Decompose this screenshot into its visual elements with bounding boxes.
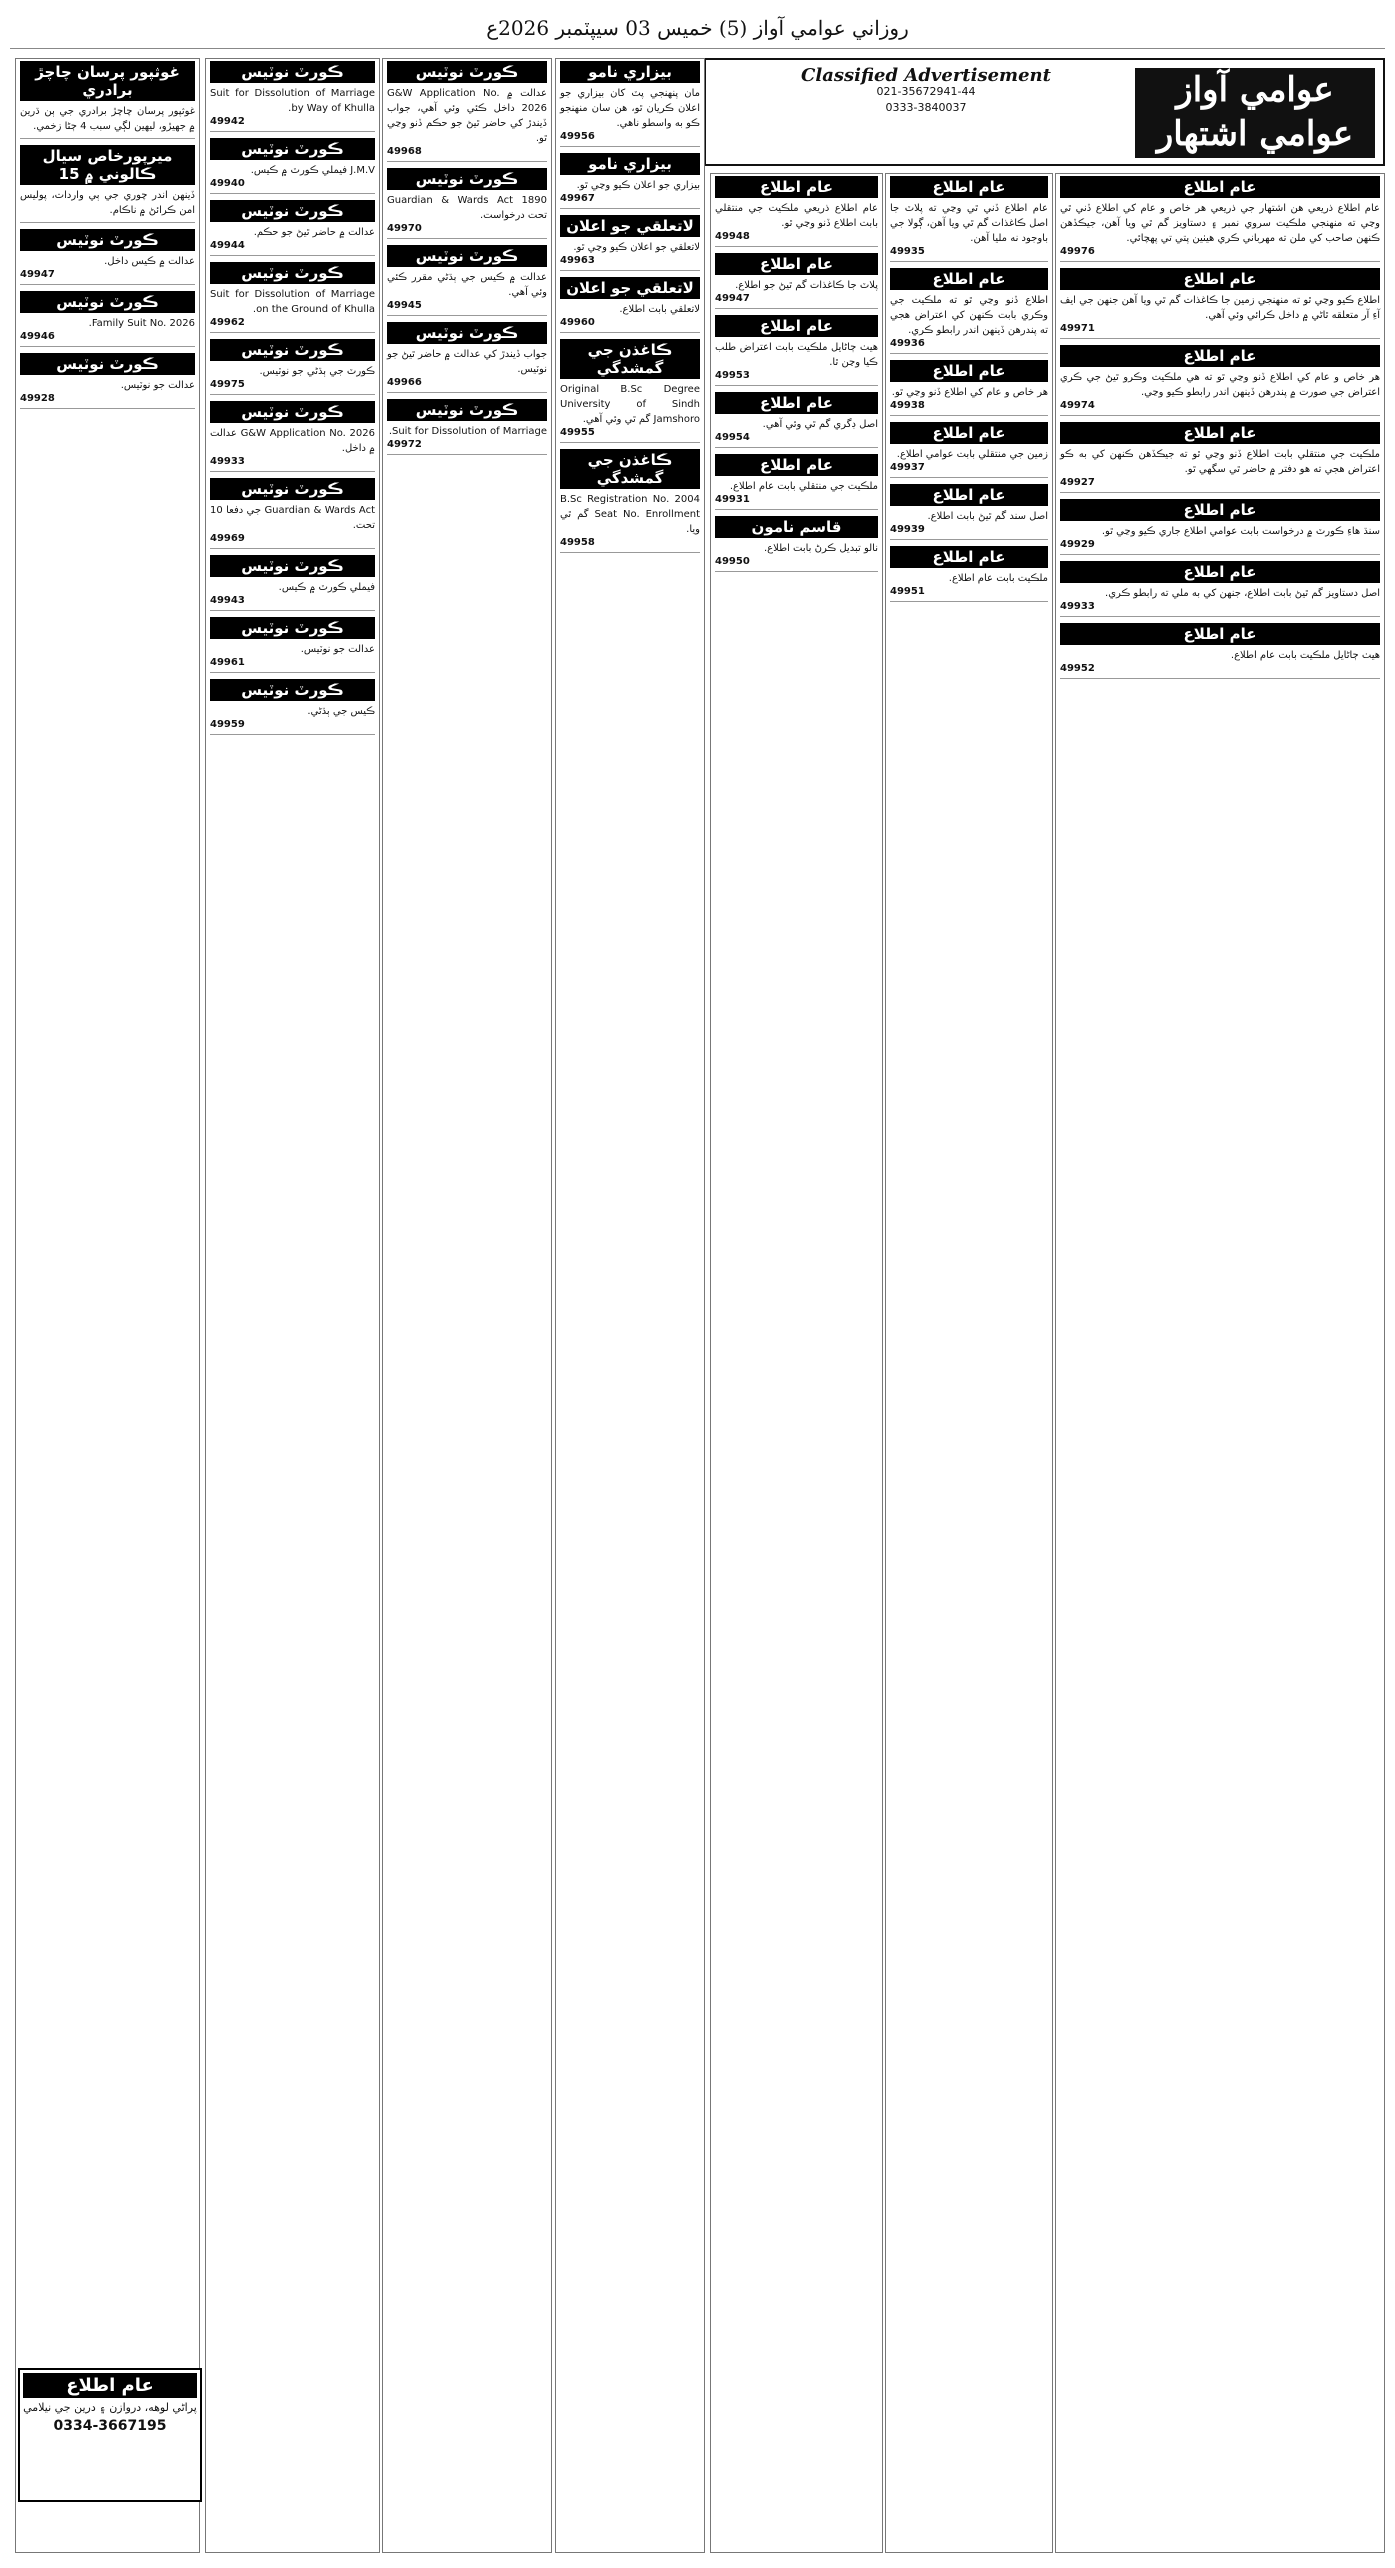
notice (560, 277, 700, 333)
notice-number: 49966 (387, 377, 422, 388)
footer-phone: 0334-3667195 (53, 2418, 167, 2434)
notice-heading: عام اطلاع (1060, 623, 1380, 645)
notice-number: 49954 (715, 432, 750, 443)
notice-body: نالو تبديل ڪرڻ بابت اطلاع. (764, 543, 878, 554)
notice (1060, 176, 1380, 262)
footer-title: عام اطلاع (23, 2373, 197, 2398)
notice-number: 49969 (210, 533, 245, 544)
notice-number: 49950 (715, 556, 750, 567)
notice-body: هيٺ ڄاڻايل ملڪيت بابت عام اطلاع. (1230, 650, 1380, 661)
notice-heading: ڪورٽ نوٽيس (210, 262, 375, 284)
notice-number: 49936 (890, 338, 925, 349)
footer-ad (18, 2368, 202, 2502)
notice (210, 555, 375, 611)
notice-heading: عام اطلاع (715, 315, 878, 337)
notice-heading: عام اطلاع (1060, 345, 1380, 367)
column-4 (382, 58, 552, 2553)
notice-heading: ڪورٽ نوٽيس (387, 322, 547, 344)
notice-heading: ڪورٽ نوٽيس (210, 61, 375, 83)
notice-body: عدالت ۾ ڪيس جي ٻڌڻي مقرر ڪئي وئي آهي. (387, 272, 547, 298)
notice-number: 49947 (715, 293, 750, 304)
notice-number: 49928 (20, 393, 55, 404)
notice (715, 454, 878, 510)
notice-body: Family Suit No. 2026. (88, 318, 195, 329)
notice (210, 617, 375, 673)
column-2 (710, 173, 883, 2553)
notice-number: 49938 (890, 400, 925, 411)
notice-heading: ڪورٽ نوٽيس (20, 229, 195, 251)
notice-heading: عام اطلاع (1060, 268, 1380, 290)
notice (210, 262, 375, 333)
notice-heading: ڪورٽ نوٽيس (20, 291, 195, 313)
notice (890, 360, 1048, 416)
notice-body: مان پنهنجي پٽ کان بيزاري جو اعلان ڪريان ٿو، هن سان منهنجو ڪو به واسطو ناهي. (560, 88, 700, 129)
notice-number: 49971 (1060, 323, 1095, 334)
notice-number: 49944 (210, 240, 245, 251)
notice-body: عدالت جو نوٽيس. (120, 380, 195, 391)
notice (1060, 623, 1380, 679)
notice-body: ملڪيت جي منتقلي بابت اطلاع ڏنو وڃي ٿو ته جيڪڏهن ڪنهن کي به ڪو اعتراض هجي ته هو دفتر ۾ حاضر ٿي سگهي ٿو. (1060, 449, 1380, 475)
notice-number: 49933 (1060, 601, 1095, 612)
notice-heading: عام اطلاع (715, 253, 878, 275)
notice-body: اصل ڊگري گم ٿي وئي آهي. (762, 419, 878, 430)
notice-number: 49953 (715, 370, 750, 381)
notice-heading: عام اطلاع (890, 360, 1048, 382)
notice-heading: لاتعلقي جو اعلان (560, 215, 700, 237)
notice-heading: عام اطلاع (890, 176, 1048, 198)
notice-body: Suit for Dissolution of Marriage by Way of Khulla. (210, 88, 375, 114)
notice-body: جواب ڏيندڙ کي عدالت ۾ حاضر ٿيڻ جو نوٽيس. (387, 349, 547, 375)
notice-heading: ڪورٽ نوٽيس (387, 61, 547, 83)
notice (715, 176, 878, 247)
notice (560, 61, 700, 147)
notice (1060, 499, 1380, 555)
column-1 (885, 173, 1053, 2553)
notice-number: 49962 (210, 317, 245, 328)
notice (890, 546, 1048, 602)
notice-body: عدالت ۾ G&W Application No. 2026 داخل ڪئي وئي آهي، جواب ڏيندڙ کي حاضر ٿيڻ جو حڪم ڏنو وڃي ٿو. (387, 88, 547, 144)
notice-body: زمين جي منتقلي بابت عوامي اطلاع. (896, 449, 1048, 460)
notice-number: 49960 (560, 317, 595, 328)
notice-heading: لاتعلقي جو اعلان (560, 277, 700, 299)
notice (1060, 345, 1380, 416)
logo-info (716, 65, 1136, 116)
notice (20, 353, 195, 409)
notice (20, 291, 195, 347)
footer-line: پراڻي لوهه، دروازن ۽ درين جي نيلامي (23, 2401, 197, 2414)
notice-body: هيٺ ڄاڻايل ملڪيت بابت اعتراض طلب ڪيا وڃن ٿا. (715, 342, 878, 368)
notice-body: عام اطلاع ذريعي هن اشتهار جي ذريعي هر خاص و عام کي اطلاع ڏني ٿي وڃي ته منهنجي ملڪيت سروي نمبر ۽ دستاويز گم ٿي ويا آهن، جيڪڏهن ڪنهن صاحب کي ملن ته مهرباني ڪري هيٺين پتي تي پهچائي. (1060, 203, 1380, 244)
newspaper-page (10, 8, 1385, 2553)
notice-number: 49974 (1060, 400, 1095, 411)
logo-subtitle-text: عوامي اشتهار (1156, 114, 1354, 154)
notice (560, 153, 700, 209)
notice (387, 168, 547, 239)
notice (387, 61, 547, 162)
phone-1: 021-35672941-44 (876, 85, 976, 98)
notice-heading: ڪورٽ نوٽيس (387, 245, 547, 267)
notice-number: 49937 (890, 462, 925, 473)
notice (715, 315, 878, 386)
notice (387, 245, 547, 316)
notice-heading: غوثپور پرسان چاچڙ برادري (20, 61, 195, 101)
notice-body: Suit for Dissolution of Marriage on the Ground of Khulla. (210, 289, 375, 315)
notice-number: 49945 (387, 300, 422, 311)
notice-heading: عام اطلاع (715, 454, 878, 476)
logo-box (704, 58, 1385, 166)
notice-heading: قاسم نامون (715, 516, 878, 538)
notice-number: 49943 (210, 595, 245, 606)
notice-body: اطلاع ڪيو وڃي ٿو ته منهنجي زمين جا ڪاغذات گم ٿي ويا آهن جنهن جي ايف آءِ آر متعلقه ٿاڻي ۾ داخل ڪرائي وئي آهي. (1060, 295, 1380, 321)
phone-2: 0333-3840037 (885, 101, 967, 114)
classified-tagline: Classified Advertisement (801, 65, 1051, 86)
notice-body: اصل سند گم ٿيڻ بابت اطلاع. (927, 511, 1048, 522)
column-5 (205, 58, 380, 2553)
notice (715, 516, 878, 572)
masthead: روزاني عوامي آواز (5) خميس 03 سيپٽمبر 2026ع (10, 8, 1385, 49)
notice-number: 49948 (715, 231, 750, 242)
notice-heading: ڪورٽ نوٽيس (210, 478, 375, 500)
notice-body: عام اطلاع ذريعي ملڪيت جي منتقلي بابت اطلاع ڏنو وڃي ٿو. (715, 203, 878, 229)
notice (715, 253, 878, 309)
notice-heading: عام اطلاع (890, 268, 1048, 290)
notice-body: J.M.V فيملي ڪورٽ ۾ ڪيس. (250, 165, 375, 176)
notice-heading: عام اطلاع (1060, 176, 1380, 198)
notice-body: عام اطلاع ڏني ٿي وڃي ته پلاٽ جا اصل ڪاغذات گم ٿي ويا آهن، ڳولا جي باوجود نه مليا آهن. (890, 203, 1048, 244)
notice (210, 679, 375, 735)
notice-body: لاتعلقي بابت اطلاع. (619, 304, 700, 315)
notice (210, 401, 375, 472)
notice-heading: عام اطلاع (715, 176, 878, 198)
notice-heading: عام اطلاع (1060, 499, 1380, 521)
notice (387, 322, 547, 393)
notice-heading: ڪورٽ نوٽيس (210, 138, 375, 160)
notice-body: سنڌ هاءِ ڪورٽ ۾ درخواست بابت عوامي اطلاع جاري ڪيو وڃي ٿو. (1101, 526, 1380, 537)
notice-number: 49940 (210, 178, 245, 189)
notice-heading: ڪورٽ نوٽيس (210, 200, 375, 222)
notice (20, 145, 195, 223)
notice-number: 49927 (1060, 477, 1095, 488)
notice-number: 49955 (560, 427, 595, 438)
notice (560, 339, 700, 443)
notice-body: ملڪيت جي منتقلي بابت عام اطلاع. (729, 481, 878, 492)
notice-body: B.Sc Registration No. 2004 Seat No. Enrollment گم ٿي ويا. (560, 494, 700, 535)
notice-heading: ڪورٽ نوٽيس (210, 617, 375, 639)
notice-heading: عام اطلاع (890, 422, 1048, 444)
notice (210, 61, 375, 132)
notice-number: 49929 (1060, 539, 1095, 550)
notice-heading: ڪاغذن جي گمشدگي (560, 449, 700, 489)
notice (210, 339, 375, 395)
notice-heading: عام اطلاع (1060, 422, 1380, 444)
notice-heading: عام اطلاع (890, 484, 1048, 506)
notice-body: عدالت جو نوٽيس. (300, 644, 375, 655)
notice-heading: ڪورٽ نوٽيس (387, 168, 547, 190)
notice-heading: ڪورٽ نوٽيس (210, 401, 375, 423)
notice (210, 200, 375, 256)
notice (1060, 422, 1380, 493)
notice-body: ڪيس جي ٻڌڻي. (307, 706, 375, 717)
notice-number: 49970 (387, 223, 422, 234)
notice-number: 49947 (20, 269, 55, 280)
notice-body: لاتعلقي جو اعلان ڪيو وڃي ٿو. (573, 242, 700, 253)
logo-title-text: عوامي آواز (1176, 70, 1334, 110)
notice-body: هر خاص و عام کي اطلاع ڏنو وڃي ٿو ته هي ملڪيت وڪرو ٿيڻ جي ڪري اعتراض جي صورت ۾ پندرهن ڏينهن اندر رابطو ڪيو وڃي. (1060, 372, 1380, 398)
notice-number: 49931 (715, 494, 750, 505)
notice-heading: ڪورٽ نوٽيس (210, 555, 375, 577)
notice-number: 49939 (890, 524, 925, 535)
notice-heading: ميرپورخاص سيال ڪالوني ۾ 15 (20, 145, 195, 185)
notice-number: 49951 (890, 586, 925, 597)
notice (890, 176, 1048, 262)
notice-body: Suit for Dissolution of Marriage. (388, 426, 547, 437)
notice-body: Original B.Sc Degree University of Sindh Jamshoro گم ٿي وئي آهي. (560, 384, 700, 425)
notice-body: عدالت ۾ ڪيس داخل. (104, 256, 195, 267)
notice (210, 478, 375, 549)
logo-title (1135, 68, 1375, 158)
notice-heading: عام اطلاع (715, 392, 878, 414)
notice-body: اطلاع ڏنو وڃي ٿو ته ملڪيت جي وڪري بابت ڪنهن کي اعتراض هجي ته پندرهن ڏينهن اندر رابطو ڪري. (890, 295, 1048, 336)
notice (890, 422, 1048, 478)
notice-body: فيملي ڪورٽ ۾ ڪيس. (278, 582, 375, 593)
notice-body: G&W Application No. 2026 عدالت ۾ داخل. (210, 428, 375, 454)
notice-number: 49946 (20, 331, 55, 342)
notice (387, 399, 547, 455)
notice-heading: بيزاري نامو (560, 61, 700, 83)
notice-heading: عام اطلاع (890, 546, 1048, 568)
notice-number: 49959 (210, 719, 245, 730)
notice-number: 49961 (210, 657, 245, 668)
notice-number: 49976 (1060, 246, 1095, 257)
notice-body: هر خاص و عام کي اطلاع ڏنو وڃي ٿو. (891, 387, 1048, 398)
notice-number: 49942 (210, 116, 245, 127)
notice (560, 215, 700, 271)
notice-body: ملڪيت بابت عام اطلاع. (948, 573, 1048, 584)
notice-body: بيزاري جو اعلان ڪيو وڃي ٿو. (576, 180, 700, 191)
notice-heading: ڪورٽ نوٽيس (20, 353, 195, 375)
column-0 (1055, 173, 1385, 2553)
notice-body: ڏينهن اندر چوري جي ٻي واردات، پوليس امن ڪرائڻ ۾ ناڪام. (20, 190, 195, 216)
notice-body: اصل دستاويز گم ٿيڻ بابت اطلاع، جنهن کي به ملي ته رابطو ڪري. (1105, 588, 1380, 599)
notice-number: 49952 (1060, 663, 1095, 674)
notice-number: 49963 (560, 255, 595, 266)
notice (1060, 268, 1380, 339)
notice-heading: عام اطلاع (1060, 561, 1380, 583)
notice-number: 49968 (387, 146, 422, 157)
notice-number: 49972 (387, 439, 422, 450)
notice-number: 49967 (560, 193, 595, 204)
notice (560, 449, 700, 553)
notice-body: ڪورٽ جي ٻڌڻي جو نوٽيس. (259, 366, 375, 377)
notice (715, 392, 878, 448)
notice (890, 268, 1048, 354)
column-3 (555, 58, 705, 2553)
notice-heading: ڪورٽ نوٽيس (387, 399, 547, 421)
notice-heading: بيزاري نامو (560, 153, 700, 175)
notice-number: 49975 (210, 379, 245, 390)
notice (210, 138, 375, 194)
notice-number: 49958 (560, 537, 595, 548)
notice (1060, 561, 1380, 617)
notice-body: عدالت ۾ حاضر ٿيڻ جو حڪم. (253, 227, 375, 238)
column-7 (15, 58, 200, 2553)
notice-body: پلاٽ جا ڪاغذات گم ٿيڻ جو اطلاع. (735, 280, 878, 291)
notice-number: 49933 (210, 456, 245, 467)
notice-body: Guardian & Wards Act جي دفعا 10 تحت. (210, 505, 375, 531)
notice (20, 229, 195, 285)
notice-number: 49935 (890, 246, 925, 257)
notice-heading: ڪورٽ نوٽيس (210, 339, 375, 361)
notice-body: غوثپور پرسان چاچڙ برادري جي ٻن ڌرين ۾ جهيڙو، ليهين لڳي سبب 4 ڄڻا زخمي. (20, 106, 195, 132)
notice-heading: ڪورٽ نوٽيس (210, 679, 375, 701)
notice-heading: ڪاغذن جي گمشدگي (560, 339, 700, 379)
notice-body: Guardian & Wards Act 1890 تحت درخواست. (387, 195, 547, 221)
notice-number: 49956 (560, 131, 595, 142)
notice (890, 484, 1048, 540)
notice (20, 61, 195, 139)
